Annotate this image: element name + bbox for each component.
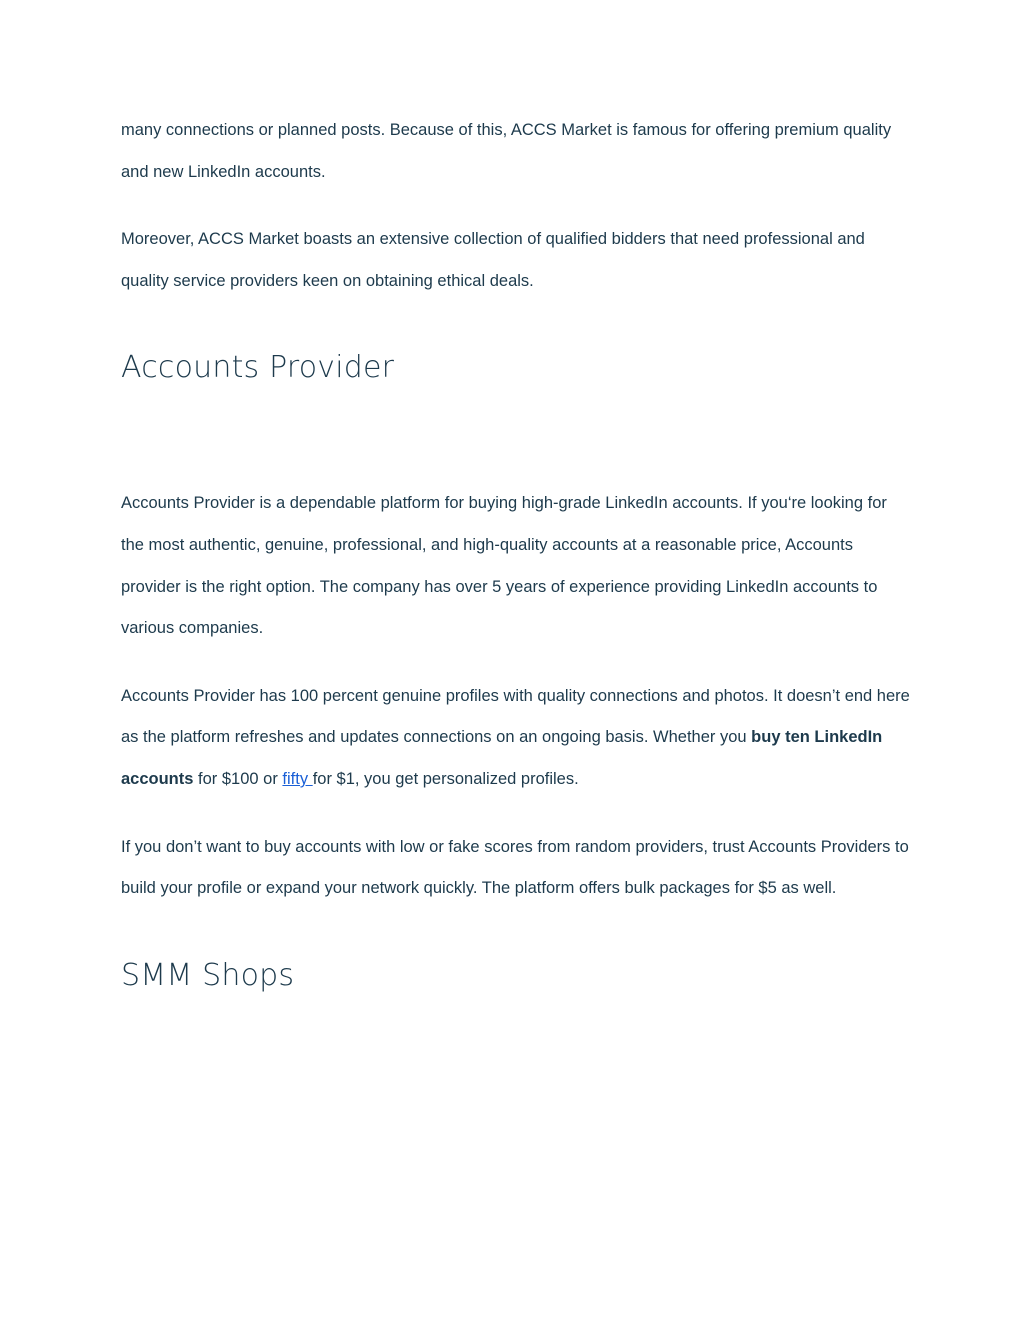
paragraph-text-before: Accounts Provider has 100 percent genuine profiles with quality connections and photos. It doesn’t end here as the platform refreshes and updates connections on an ongoing basis. Whether you: [121, 686, 910, 747]
paragraph-accounts-provider-trust: If you don’t want to buy accounts with low or fake scores from random providers, trust Accounts Providers to build your profile or expand your network quickly. The platform offers bulk packages for $5 as well.: [121, 837, 909, 898]
paragraph-accs-market-bidders: Moreover, ACCS Market boasts an extensive collection of qualified bidders that need professional and quality service providers keen on obtaining ethical deals.: [121, 230, 865, 290]
document-body: [121, 110, 911, 1006]
paragraph-text-after: for $1, you get personalized profiles.: [312, 769, 579, 788]
section-spacer: [121, 398, 911, 483]
paragraph-accs-market-intro: many connections or planned posts. Because of this, ACCS Market is famous for offering premium quality and new LinkedIn accounts.: [121, 121, 892, 181]
paragraph-accounts-provider-intro: Accounts Provider is a dependable platform for buying high-grade LinkedIn accounts. If you‘re looking for the most authentic, genuine, professional, and high-quality accounts at a reasonable price, Accounts provider is the right option. The company has over 5 years of experience providing LinkedIn accounts to various companies.: [121, 494, 887, 638]
heading-accounts-provider: Accounts Provider: [121, 350, 395, 386]
fifty-link[interactable]: fifty: [282, 769, 313, 788]
paragraph-text-middle: for $100 or: [193, 769, 283, 788]
paragraph-accounts-provider-profiles: [121, 676, 911, 801]
bold-phrase-buy-linkedin: buy ten LinkedIn accounts: [121, 728, 883, 788]
heading-smm-shops: SMM Shops: [121, 957, 295, 993]
